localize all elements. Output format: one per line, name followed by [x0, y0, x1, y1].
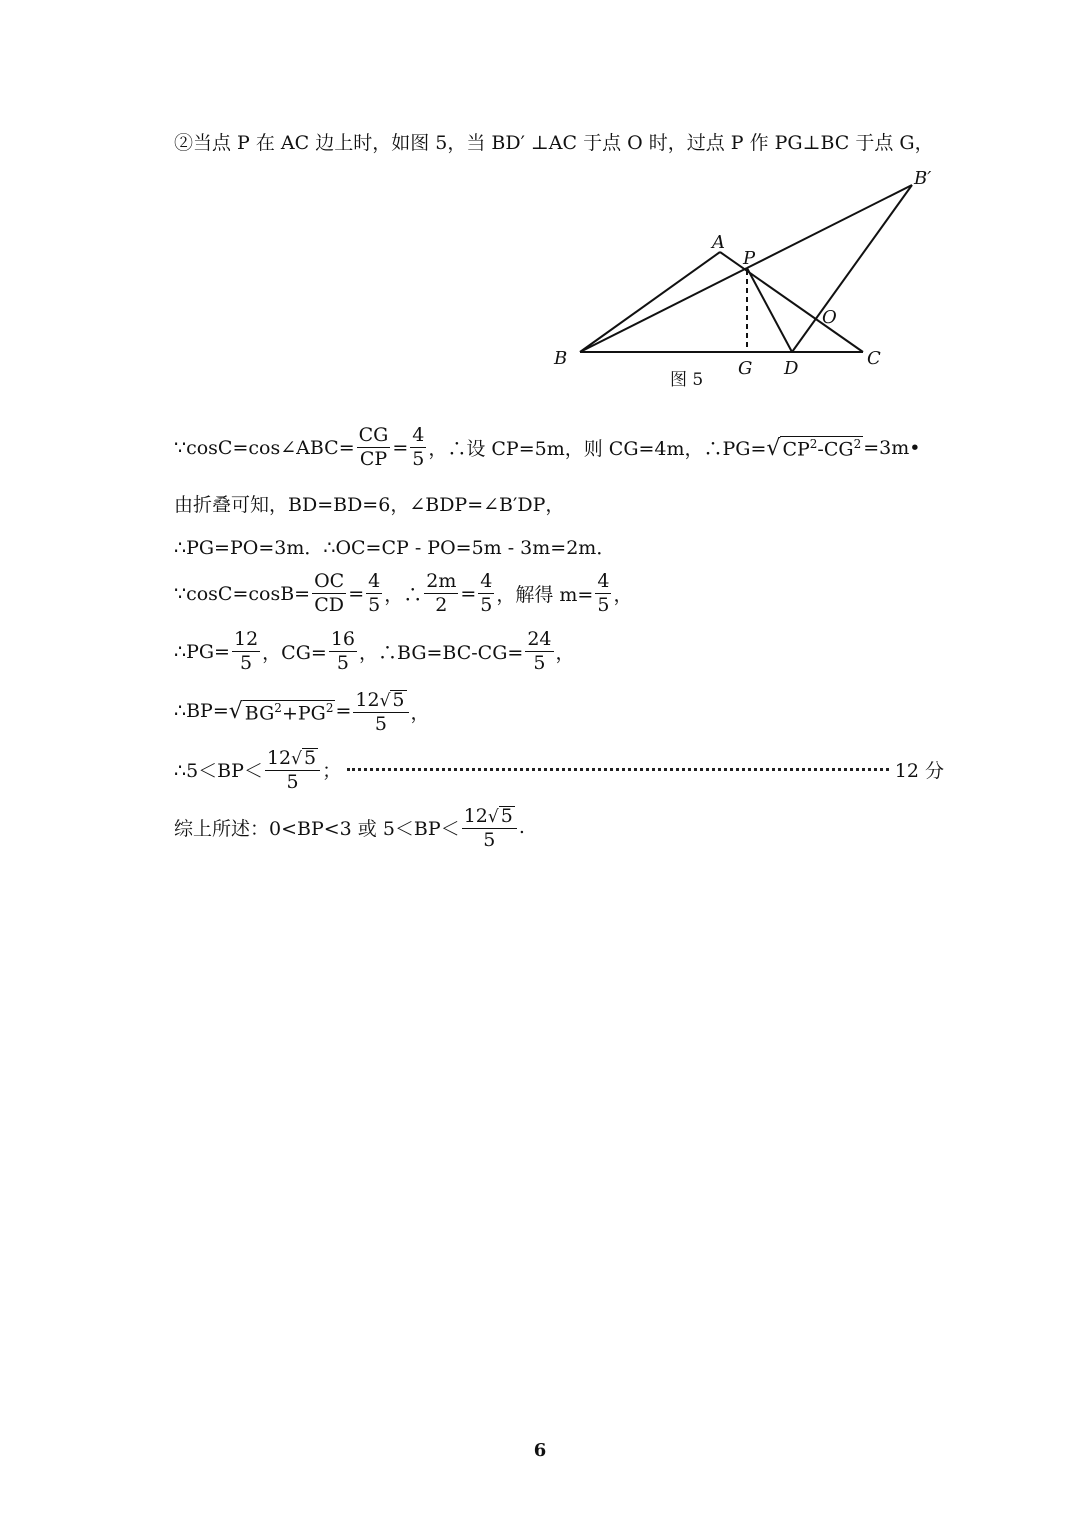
- segment-PB-prime: [747, 185, 912, 268]
- l1-fraction-4-5: [410, 426, 426, 469]
- l6-frac-num-radicand: 5: [392, 689, 405, 711]
- l8-text-b: .: [518, 816, 525, 838]
- l3-text: ∴PG=PO=3m．∴OC=CP - PO=5m - 3m=2m．: [174, 537, 616, 559]
- l1-rad-cp: CP: [782, 438, 810, 461]
- solution-line-6: [174, 688, 430, 734]
- l5-fraction-24-5: [525, 630, 553, 673]
- l7-frac-denominator: 5: [286, 771, 299, 793]
- solution-line-7: [174, 746, 944, 792]
- l8-text-a: 综上所述：0<BP<3 或 5＜BP＜: [174, 817, 460, 840]
- l4-frac4-denominator: 5: [480, 594, 493, 616]
- l4-frac2-numerator: 4: [368, 570, 381, 592]
- label-C: C: [867, 348, 881, 369]
- l4-fraction-4-5-c: [595, 572, 611, 615]
- l4-fraction-2m-2: [424, 572, 458, 615]
- l7-frac-num-radicand: 5: [303, 747, 317, 769]
- l5-text-d: ，: [555, 642, 575, 664]
- l7-text-a: ∴5＜BP＜: [174, 759, 263, 782]
- solution-line-8: [174, 804, 525, 850]
- l7-text-b: ；: [322, 759, 342, 782]
- solution-line-1: [174, 426, 920, 469]
- l1-frac1-denominator: CP: [359, 448, 388, 470]
- l1-frac2-denominator: 5: [412, 448, 425, 470]
- solution-line-4: [174, 572, 632, 615]
- label-O: O: [822, 307, 837, 328]
- dotted-leader: [347, 768, 889, 771]
- l6-exp1: 2: [274, 700, 282, 715]
- l5-text-c: ，∴BG=BC-CG=: [359, 642, 524, 664]
- l4-frac1-denominator: CD: [314, 594, 345, 616]
- l6-text-a: ∴BP=: [174, 700, 229, 722]
- segment-DB-prime: [792, 185, 912, 352]
- l8-fraction-12root5-5: 12 √ 5 5: [462, 804, 517, 850]
- l4-frac5-numerator: 4: [597, 570, 610, 592]
- solution-line-2: [174, 490, 564, 517]
- l4-fraction-oc-cd: [312, 572, 346, 615]
- segment-BP: [580, 268, 747, 352]
- l8-frac-num-coef: 12: [463, 805, 488, 827]
- l1-frac1-numerator: CG: [358, 424, 389, 446]
- l5-frac2-numerator: 16: [330, 628, 355, 650]
- l4-frac3-denominator: 2: [435, 594, 448, 616]
- l1-text-d: =3m•: [863, 436, 921, 459]
- l4-frac1-numerator: OC: [314, 570, 345, 592]
- label-A: A: [712, 232, 725, 253]
- solution-line-3: [174, 533, 615, 560]
- label-P: P: [743, 248, 756, 269]
- l5-fraction-12-5: [232, 630, 260, 673]
- intro-text: ②当点 P 在 AC 边上时，如图 5，当 BD′ ⊥AC 于点 O 时，过点 P 作 PG⊥BC 于点 G，: [174, 132, 934, 154]
- l6-frac-num-coef: 12: [355, 689, 380, 711]
- l4-text-d: =: [460, 582, 477, 605]
- l1-sqrt: √ $CP^2-CG^2$: [766, 435, 862, 461]
- l6-rad-bg: BG: [244, 702, 275, 725]
- l4-text-b: =: [348, 582, 365, 605]
- l4-text-a: ∵cosC=cosB=: [174, 582, 311, 605]
- l1-frac2-numerator: 4: [412, 424, 425, 446]
- l1-exp1: 2: [809, 437, 818, 452]
- l4-fraction-4-5-a: [366, 572, 382, 615]
- l6-text-c: ，: [410, 701, 430, 724]
- l5-frac3-numerator: 24: [527, 628, 552, 650]
- solution-line-5: [174, 630, 575, 673]
- l5-frac2-denominator: 5: [336, 652, 349, 674]
- l1-fraction-cg-cp: [357, 426, 391, 469]
- l4-frac4-numerator: 4: [480, 570, 493, 592]
- l2-text: 由折叠可知，BD=BD=6，∠BDP=∠B′DP，: [174, 494, 565, 516]
- segment-BA: [580, 252, 720, 352]
- l8-frac-num-radicand: 5: [500, 805, 513, 827]
- l6-sqrt: √ $BG^2+PG^2$: [228, 699, 334, 725]
- l5-frac3-denominator: 5: [533, 652, 546, 674]
- l5-text-b: ，CG=: [262, 642, 327, 664]
- l1-exp2: 2: [853, 437, 862, 452]
- l6-frac-denominator: 5: [374, 713, 387, 735]
- l6-fraction-12root5-5: 12 √ 5 5: [353, 688, 408, 734]
- figure-caption: 图 5: [670, 370, 704, 390]
- l1-text-b: =: [392, 436, 409, 459]
- l5-text-a: ∴PG=: [174, 640, 230, 663]
- l4-frac5-denominator: 5: [597, 594, 610, 616]
- l5-frac1-denominator: 5: [240, 652, 253, 674]
- l4-frac2-denominator: 5: [368, 594, 381, 616]
- label-G: G: [738, 358, 753, 379]
- label-D: D: [784, 358, 799, 379]
- l5-frac1-numerator: 12: [233, 628, 259, 650]
- l1-text-a: ∵cosC=cos∠ABC=: [174, 436, 355, 459]
- l4-frac3-numerator: 2m: [426, 570, 457, 592]
- label-B-prime: B′: [914, 168, 932, 189]
- l6-exp2: 2: [325, 700, 334, 715]
- geometry-figure: [540, 160, 960, 400]
- l4-text-e: ，解得 m=: [496, 584, 594, 606]
- segment-AC: [720, 252, 863, 352]
- l4-text-c: ，∴: [384, 584, 423, 606]
- l7-frac-num-coef: 12: [266, 747, 292, 769]
- l4-fraction-4-5-b: [478, 572, 494, 615]
- l4-text-f: ，: [613, 584, 633, 606]
- score-label: 12 分: [894, 759, 944, 782]
- page-number: 6: [533, 1440, 547, 1461]
- label-B: B: [554, 348, 568, 369]
- l6-text-b: =: [335, 700, 352, 722]
- l1-rad-cg: -CG: [817, 438, 854, 461]
- l8-frac-denominator: 5: [483, 829, 496, 851]
- l7-fraction-12root5-5: 12 √ 5 5: [265, 746, 320, 792]
- l1-text-c: ，∴设 CP=5m，则 CG=4m，∴PG=: [428, 438, 767, 460]
- l5-fraction-16-5: [329, 630, 357, 673]
- segment-PD: [747, 268, 792, 352]
- intro-line: [174, 128, 934, 155]
- l6-rad-pg: +PG: [281, 702, 326, 725]
